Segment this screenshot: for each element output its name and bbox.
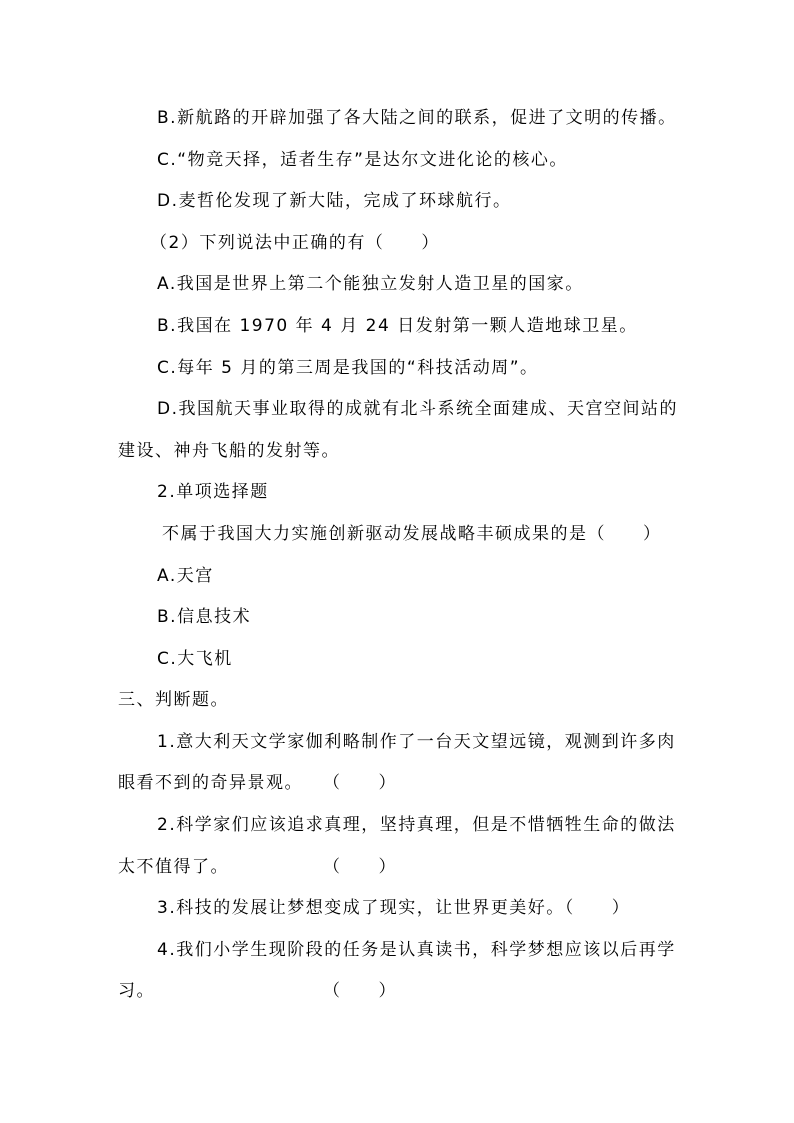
question-2-prompt: （2）下列说法中正确的有（ ） <box>150 233 440 253</box>
judge-2-line1: 2.科学家们应该追求真理，坚持真理，但是不惜牺牲生命的做法 <box>157 815 676 835</box>
option-d-aerospace-line1: D.我国航天事业取得的成就有北斗系统全面建成、天宫空间站的 <box>157 399 678 419</box>
option-d-aerospace-line2: 建设、神舟飞船的发射等。 <box>118 441 340 461</box>
judge-3: 3.科技的发展让梦想变成了现实，让世界更美好。（ ） <box>157 898 631 918</box>
single-choice-heading: 2.单项选择题 <box>157 482 269 502</box>
option-c-airplane: C.大飞机 <box>157 649 233 669</box>
single-choice-question: 不属于我国大力实施创新驱动发展战略丰硕成果的是（ ） <box>162 524 662 544</box>
option-b-it: B.信息技术 <box>157 607 252 627</box>
judge-2-line2: 太不值得了。 （ ） <box>118 857 397 877</box>
option-c-darwin: C.“物竞天择，适者生存”是达尔文进化论的核心。 <box>157 150 568 170</box>
option-c-tech-week: C.每年 5 月的第三周是我国的“科技活动周”。 <box>157 358 539 378</box>
option-a-tiangong: A.天宫 <box>157 566 214 586</box>
option-d-magellan: D.麦哲伦发现了新大陆，完成了环球航行。 <box>157 191 512 211</box>
option-b-1970-launch: B.我国在 1970 年 4 月 24 日发射第一颗人造地球卫星。 <box>157 316 638 336</box>
judge-4-line2: 习。 （ ） <box>118 981 397 1001</box>
option-b-new-routes: B.新航路的开辟加强了各大陆之间的联系，促进了文明的传播。 <box>157 108 677 128</box>
judge-1-line2: 眼看不到的奇异景观。 （ ） <box>118 773 397 793</box>
judge-1-line1: 1.意大利天文学家伽利略制作了一台天文望远镜，观测到许多肉 <box>157 732 676 752</box>
judge-4-line1: 4.我们小学生现阶段的任务是认真读书，科学梦想应该以后再学 <box>157 940 676 960</box>
section-3-heading: 三、判断题。 <box>118 690 229 710</box>
option-a-satellite-nation: A.我国是世界上第二个能独立发射人造卫星的国家。 <box>157 274 584 294</box>
